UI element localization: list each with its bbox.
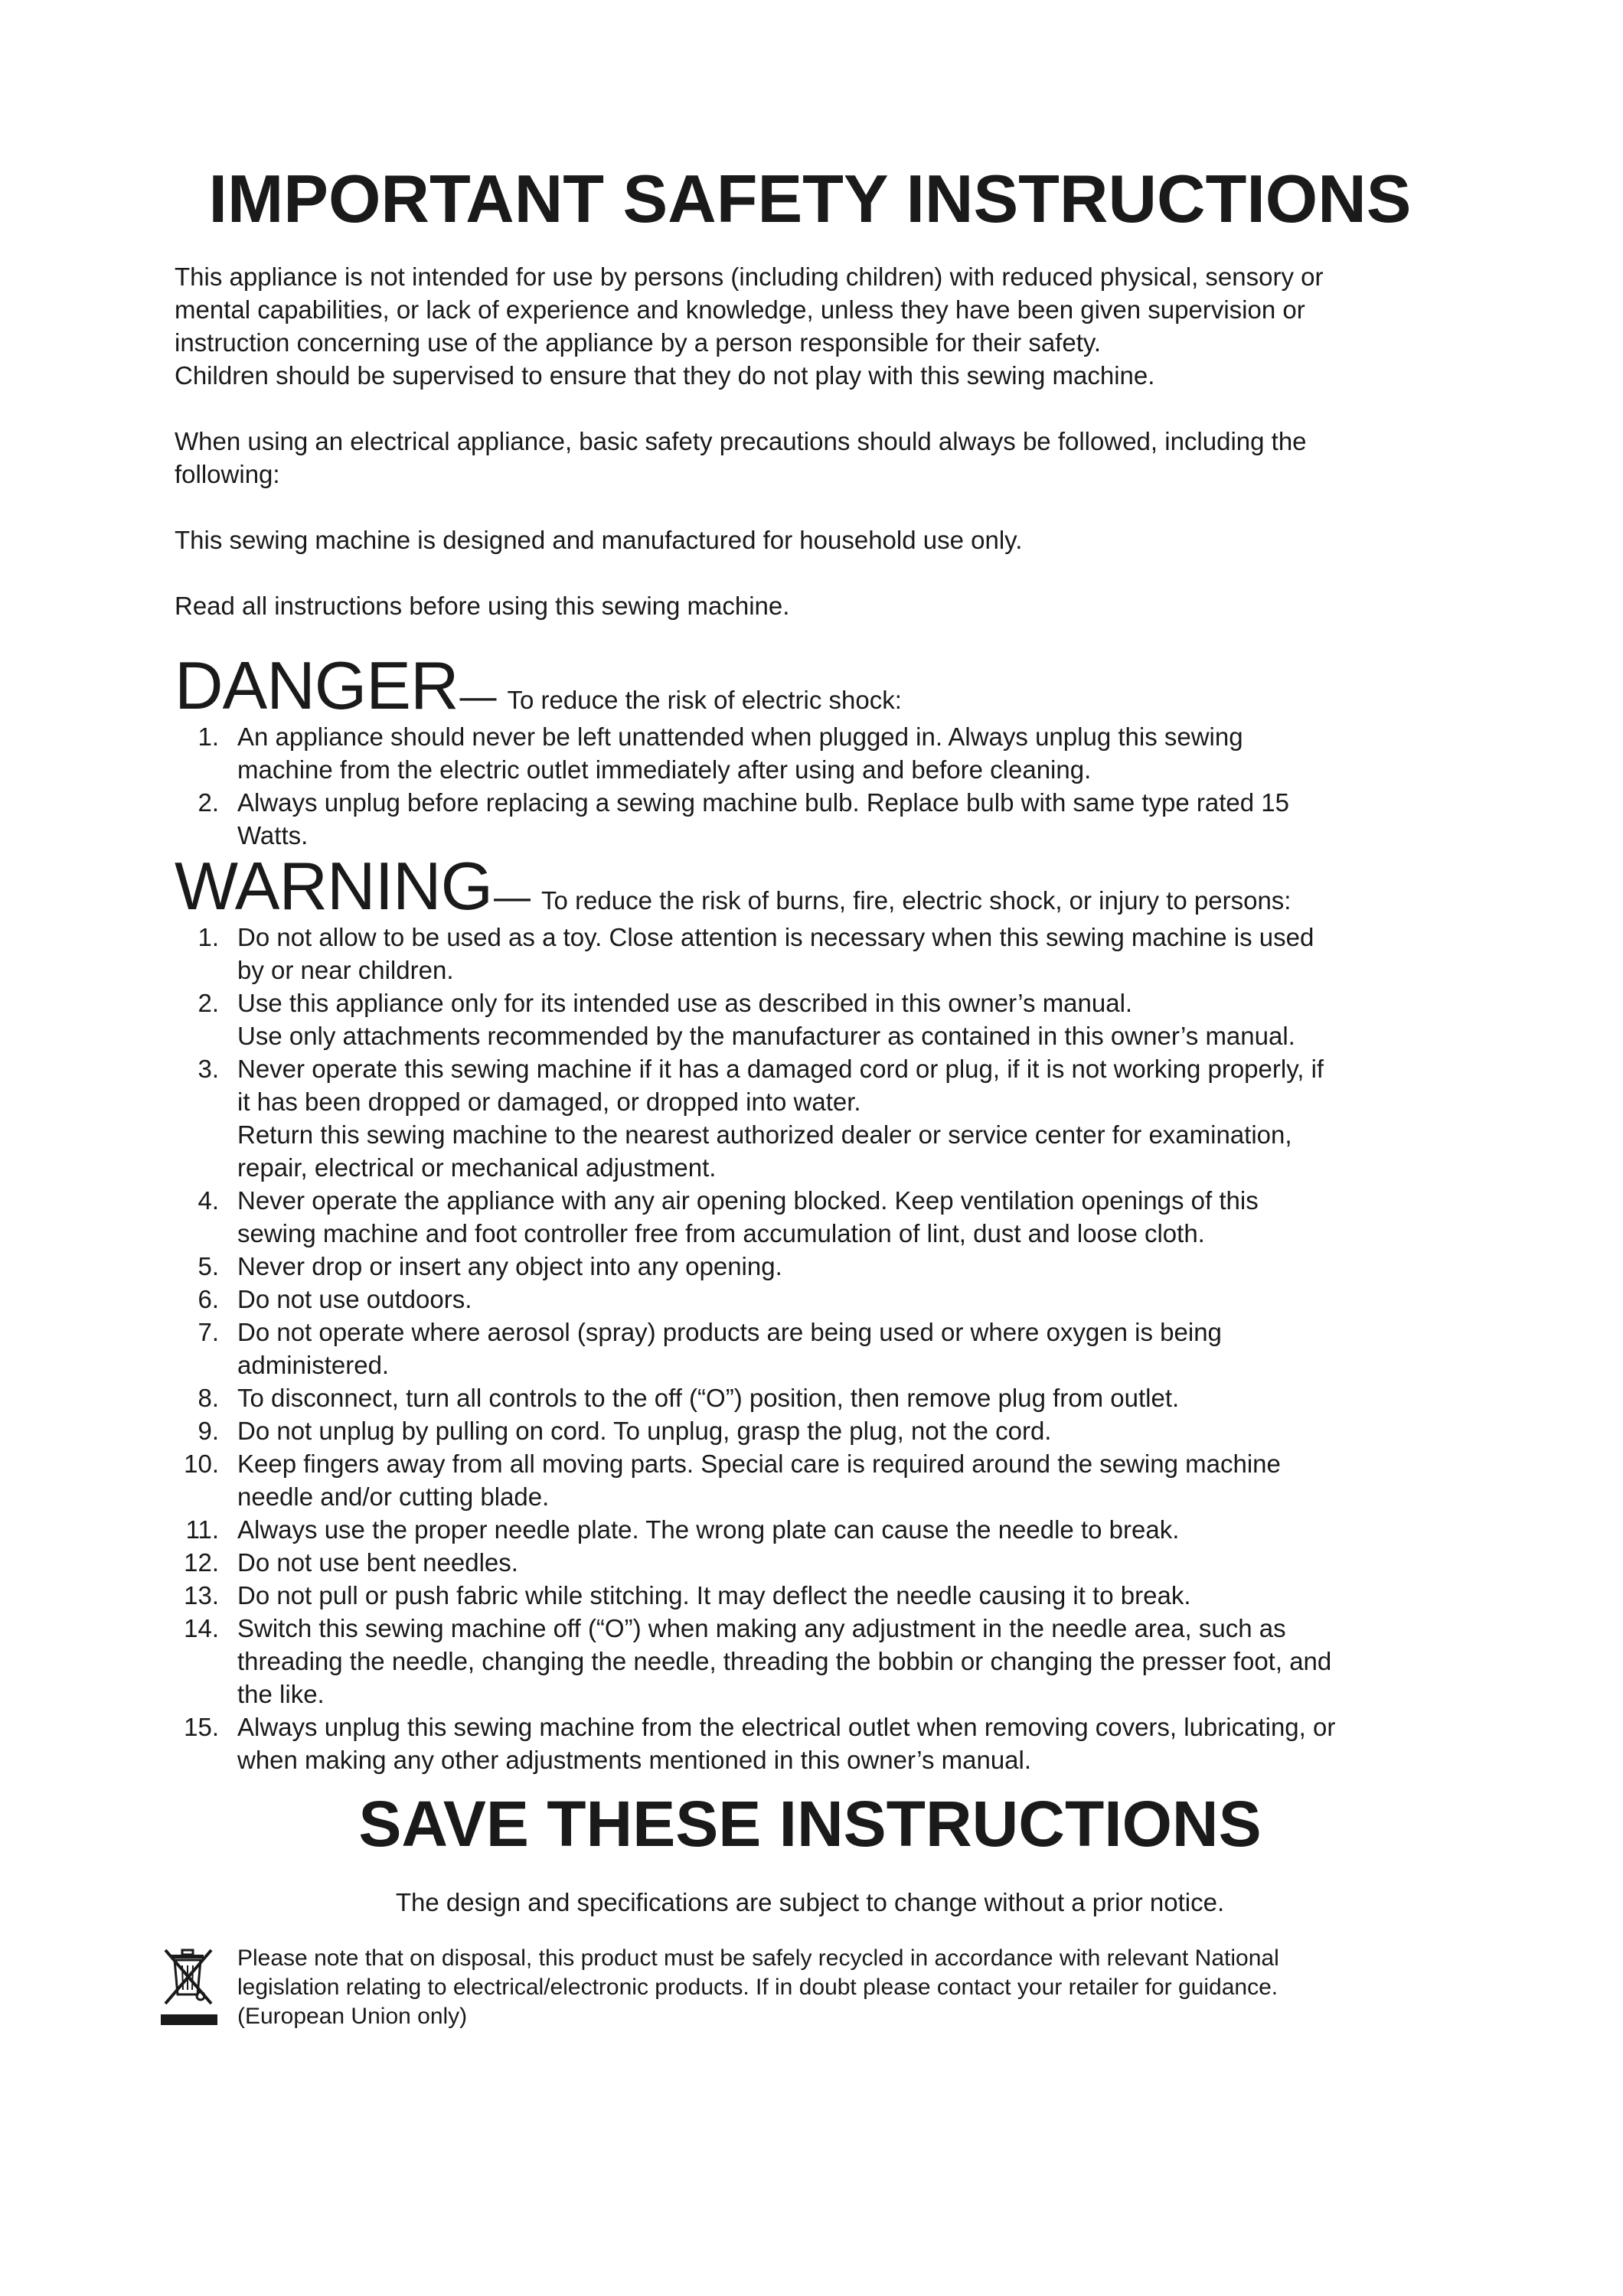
item-text-line: repair, electrical or mechanical adjustment.	[237, 1153, 717, 1182]
danger-item	[175, 720, 1445, 786]
text-line: This appliance is not intended for use by persons (including children) with reduced physical, sensory or	[175, 263, 1324, 291]
item-text-line: Use only attachments recommended by the manufacturer as contained in this owner’s manual.	[237, 1022, 1295, 1050]
item-text-line: when making any other adjustments mentioned in this owner’s manual.	[237, 1746, 1032, 1774]
item-number: 12.	[184, 1548, 219, 1577]
item-text-line: Do not pull or push fabric while stitching. It may deflect the needle causing it to break.	[237, 1581, 1191, 1609]
item-text-line: Do not allow to be used as a toy. Close attention is necessary when this sewing machine is used	[237, 923, 1314, 951]
item-number: 5.	[198, 1252, 219, 1280]
warning-item	[175, 1184, 1445, 1250]
item-text-line: the like.	[237, 1680, 325, 1708]
intro-paragraph-1	[175, 260, 1445, 392]
intro-paragraph-3: This sewing machine is designed and manufactured for household use only.	[175, 526, 1023, 554]
text-line: mental capabilities, or lack of experience and knowledge, unless they have been given supervision or	[175, 295, 1305, 324]
item-text-line: Use this appliance only for its intended use as described in this owner’s manual.	[237, 989, 1133, 1017]
item-number: 8.	[198, 1384, 219, 1412]
warning-word: WARNING	[175, 848, 493, 924]
warning-item	[175, 1513, 1445, 1546]
warning-item	[175, 1447, 1445, 1513]
text-line: (European Union only)	[237, 2004, 468, 2029]
save-instructions-title: SAVE THESE INSTRUCTIONS	[358, 1788, 1262, 1860]
item-text-line: Do not use bent needles.	[237, 1548, 518, 1577]
warning-item	[175, 1579, 1445, 1612]
item-text-line: sewing machine and foot controller free from accumulation of lint, dust and loose cloth.	[237, 1219, 1205, 1247]
item-text-line: Switch this sewing machine off (“O”) when making any adjustment in the needle area, such as	[237, 1614, 1286, 1642]
warning-item	[175, 1711, 1445, 1776]
item-text-line: To disconnect, turn all controls to the off (“O”) position, then remove plug from outlet.	[237, 1384, 1180, 1412]
item-number: 7.	[198, 1318, 219, 1346]
warning-subtitle: To reduce the risk of burns, fire, electric shock, or injury to persons:	[541, 886, 1292, 915]
text-line: Children should be supervised to ensure that they do not play with this sewing machine.	[175, 361, 1155, 390]
item-number: 13.	[184, 1581, 219, 1609]
item-number: 14.	[184, 1614, 219, 1642]
item-number: 9.	[198, 1417, 219, 1445]
item-text-line: Never operate the appliance with any air opening blocked. Keep ventilation openings of this	[237, 1186, 1259, 1215]
warning-item	[175, 921, 1445, 987]
crossed-out-wheelie-bin-icon	[158, 1944, 220, 2032]
specification-notice: The design and specifications are subject to change without a prior notice.	[395, 1888, 1225, 1916]
disposal-notice	[175, 1944, 1445, 2032]
item-text-line: Watts.	[237, 821, 309, 850]
document-page	[175, 161, 1445, 2032]
item-number: 3.	[198, 1055, 219, 1083]
warning-item	[175, 1381, 1445, 1414]
spacer	[175, 491, 1445, 523]
warning-item	[175, 1546, 1445, 1579]
item-text-line: Always unplug this sewing machine from the electrical outlet when removing covers, lubricating, or	[237, 1713, 1336, 1741]
warning-item	[175, 1414, 1445, 1447]
item-number: 2.	[198, 788, 219, 817]
warning-item	[175, 987, 1445, 1052]
spacer	[175, 392, 1445, 425]
item-text-line: Keep fingers away from all moving parts. Special care is required around the sewing machine	[237, 1450, 1281, 1478]
danger-list	[175, 720, 1445, 852]
text-line: instruction concerning use of the appliance by a person responsible for their safety.	[175, 328, 1102, 357]
item-number: 4.	[198, 1186, 219, 1215]
danger-subtitle: To reduce the risk of electric shock:	[507, 686, 902, 714]
intro-paragraph-2	[175, 425, 1445, 491]
item-text-line: Always use the proper needle plate. The wrong plate can cause the needle to break.	[237, 1515, 1180, 1544]
warning-heading	[175, 848, 1445, 924]
item-text-line: Do not use outdoors.	[237, 1285, 472, 1313]
item-text-line: Always unplug before replacing a sewing machine bulb. Replace bulb with same type rated 15	[237, 788, 1289, 817]
item-text-line: machine from the electric outlet immediately after using and before cleaning.	[237, 755, 1092, 784]
danger-item	[175, 786, 1445, 852]
item-number: 6.	[198, 1285, 219, 1313]
page-title: IMPORTANT SAFETY INSTRUCTIONS	[208, 161, 1412, 236]
item-text-line: An appliance should never be left unattended when plugged in. Always unplug this sewing	[237, 722, 1243, 751]
item-text-line: Never drop or insert any object into any opening.	[237, 1252, 782, 1280]
danger-word: DANGER	[175, 647, 459, 723]
warning-item	[175, 1052, 1445, 1184]
item-text-line: Never operate this sewing machine if it has a damaged cord or plug, if it is not working properly, if	[237, 1055, 1324, 1083]
warning-item	[175, 1283, 1445, 1316]
warning-item	[175, 1250, 1445, 1283]
item-number: 2.	[198, 989, 219, 1017]
item-number: 1.	[198, 722, 219, 751]
text-line: Please note that on disposal, this product must be safely recycled in accordance with relevant National	[237, 1945, 1279, 1971]
warning-dash: —	[494, 877, 531, 918]
item-number: 1.	[198, 923, 219, 951]
item-text-line: Return this sewing machine to the nearest authorized dealer or service center for examination,	[237, 1120, 1292, 1149]
danger-heading	[175, 647, 1445, 723]
warning-item	[175, 1316, 1445, 1381]
item-number: 15.	[184, 1713, 219, 1741]
warning-list	[175, 921, 1445, 1776]
text-line: When using an electrical appliance, basic safety precautions should always be followed, including the	[175, 427, 1307, 455]
item-text-line: it has been dropped or damaged, or dropped into water.	[237, 1088, 861, 1116]
item-text-line: administered.	[237, 1351, 390, 1379]
item-text-line: Do not operate where aerosol (spray) products are being used or where oxygen is being	[237, 1318, 1222, 1346]
item-text-line: needle and/or cutting blade.	[237, 1482, 550, 1511]
item-text-line: Do not unplug by pulling on cord. To unplug, grasp the plug, not the cord.	[237, 1417, 1052, 1445]
item-text-line: by or near children.	[237, 956, 454, 984]
text-line: legislation relating to electrical/electronic products. If in doubt please contact your retailer for guidance.	[237, 1975, 1278, 2000]
item-number: 10.	[184, 1450, 219, 1478]
item-number: 11.	[185, 1515, 219, 1544]
disposal-text	[237, 1944, 1401, 2032]
intro-paragraph-4: Read all instructions before using this sewing machine.	[175, 592, 790, 620]
item-text-line: threading the needle, changing the needle, threading the bobbin or changing the presser foot, and	[237, 1647, 1332, 1675]
danger-dash: —	[459, 677, 497, 717]
warning-item	[175, 1612, 1445, 1711]
spacer	[175, 556, 1445, 589]
text-line: following:	[175, 460, 280, 488]
